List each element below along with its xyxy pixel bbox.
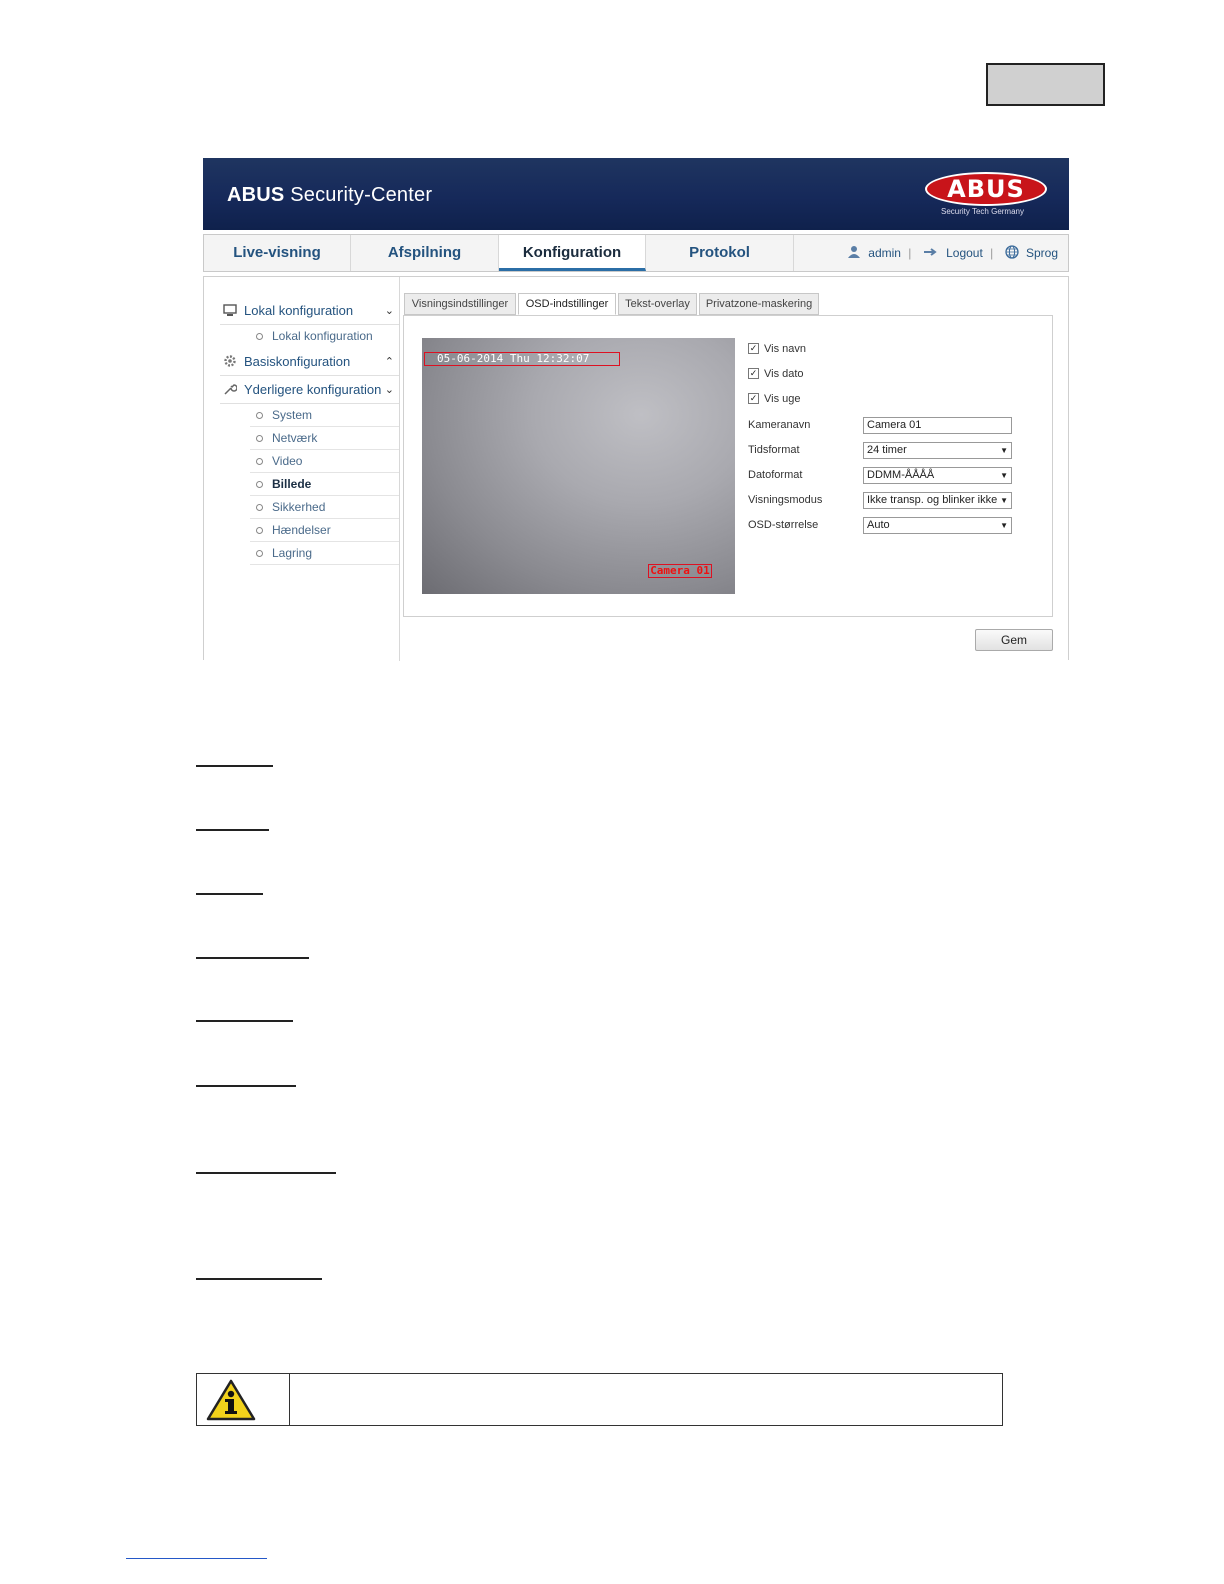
heading-underline: [196, 1172, 336, 1174]
show-week-row: [748, 392, 1028, 417]
heading-underline: [196, 829, 269, 831]
dropdown-arrow-icon: ▼: [1000, 471, 1008, 480]
username[interactable]: admin: [868, 246, 901, 260]
chevron-down-icon: ⌄: [384, 384, 394, 396]
language-link[interactable]: Sprog: [1025, 246, 1058, 260]
monitor-icon: [223, 303, 237, 317]
date-format-row: [748, 467, 1028, 492]
display-mode-row: [748, 492, 1028, 517]
sidebar-advanced-label: Yderligere konfiguration: [244, 382, 382, 397]
info-warning-icon: [205, 1378, 257, 1422]
main-nav: [203, 234, 1069, 272]
sidebar-item-system[interactable]: [250, 404, 400, 427]
chevron-up-icon: ⌃: [384, 356, 394, 368]
sidebar-local-header[interactable]: [220, 297, 400, 325]
bullet-icon: [256, 435, 263, 442]
display-mode-select[interactable]: [863, 492, 1012, 509]
camera-name-label: Kameranavn: [748, 419, 811, 431]
heading-underline: [196, 1085, 296, 1087]
osd-panel: [403, 315, 1053, 617]
logo-oval: ABUS: [925, 172, 1047, 206]
camera-name-overlay-box[interactable]: Camera 01: [648, 564, 712, 578]
tab-osd-settings[interactable]: OSD-indstillinger: [518, 293, 616, 315]
user-icon: [847, 245, 861, 259]
dropdown-arrow-icon: ▼: [1000, 446, 1008, 455]
abus-logo: [925, 172, 1047, 218]
sidebar-item-network[interactable]: [250, 427, 400, 450]
show-week-checkbox[interactable]: ✓: [749, 393, 758, 403]
heading-underline: [196, 765, 273, 767]
sidebar-item-label: Billede: [272, 477, 312, 491]
sidebar-item-label: Lokal konfiguration: [272, 329, 373, 343]
time-format-label: Tidsformat: [748, 444, 800, 456]
sidebar-advanced-header[interactable]: [220, 376, 400, 404]
logo-tagline: Security Tech Germany: [941, 207, 1024, 216]
heading-underline: [196, 893, 263, 895]
time-format-select[interactable]: [863, 442, 1012, 459]
sidebar-item-image[interactable]: [250, 473, 400, 496]
show-name-checkbox[interactable]: ✓: [749, 343, 758, 353]
sidebar-divider: [399, 277, 400, 661]
globe-icon: [1005, 245, 1019, 259]
sidebar-item-label: System: [272, 408, 313, 422]
bullet-icon: [256, 458, 263, 465]
time-format-value: 24 timer: [867, 444, 907, 456]
user-area: [847, 235, 1058, 271]
sidebar-basic-header[interactable]: [220, 348, 400, 376]
bullet-icon: [256, 412, 263, 419]
separator: |: [990, 246, 994, 260]
sidebar-item-label: Netværk: [272, 431, 318, 445]
tab-configuration[interactable]: Konfiguration: [499, 235, 646, 271]
date-format-value: DDMM-ÅÅÅÅ: [867, 469, 935, 481]
osd-size-label: OSD-størrelse: [748, 519, 819, 531]
screenshot-figure: [203, 158, 1069, 660]
osd-form: [748, 342, 1028, 542]
time-format-row: [748, 442, 1028, 467]
bullet-icon: [256, 333, 263, 340]
show-week-label: Vis uge: [764, 393, 801, 405]
gear-icon: [223, 354, 237, 368]
app-banner: [203, 158, 1069, 230]
tab-display-settings[interactable]: Visningsindstillinger: [404, 293, 516, 315]
show-date-row: [748, 367, 1028, 392]
dropdown-arrow-icon: ▼: [1000, 521, 1008, 530]
osd-size-row: [748, 517, 1028, 542]
heading-underline: [196, 1278, 322, 1280]
bullet-icon: [256, 527, 263, 534]
sidebar-local-label: Lokal konfiguration: [244, 303, 354, 318]
note-box: [196, 1373, 1003, 1426]
dropdown-arrow-icon: ▼: [998, 493, 1008, 508]
tab-log[interactable]: Protokol: [646, 235, 794, 271]
date-overlay-box[interactable]: 05-06-2014 Thu 12:32:07: [424, 352, 620, 366]
date-format-label: Datoformat: [748, 469, 803, 481]
bullet-icon: [256, 550, 263, 557]
display-mode-label: Visningsmodus: [748, 494, 823, 506]
display-mode-value: Ikke transp. og blinker ikke: [867, 494, 998, 506]
wrench-icon: [223, 382, 237, 396]
date-format-select[interactable]: [863, 467, 1012, 484]
sidebar-item-label: Sikkerhed: [272, 500, 326, 514]
show-name-label: Vis navn: [764, 343, 806, 355]
config-area: [203, 276, 1069, 660]
tab-text-overlay[interactable]: Tekst-overlay: [618, 293, 697, 315]
sidebar-item-storage[interactable]: [250, 542, 400, 565]
camera-name-input[interactable]: [863, 417, 1012, 434]
sidebar-item-label: Video: [272, 454, 303, 468]
sidebar-item-events[interactable]: [250, 519, 400, 542]
save-button[interactable]: Gem: [975, 629, 1053, 651]
sidebar-basic-label: Basiskonfiguration: [244, 354, 351, 369]
camera-name-value: Camera 01: [867, 419, 922, 431]
osd-size-value: Auto: [867, 519, 890, 531]
heading-underline: [196, 957, 309, 959]
camera-name-row: [748, 417, 1028, 442]
separator: |: [908, 246, 912, 260]
show-name-row: [748, 342, 1028, 367]
sidebar: [220, 297, 400, 565]
page-number-box: [986, 63, 1105, 106]
sidebar-item-label: Lagring: [272, 546, 313, 560]
tab-privacy-mask[interactable]: Privatzone-maskering: [699, 293, 819, 315]
osd-size-select[interactable]: [863, 517, 1012, 534]
app-title: ABUS Security-Center: [227, 184, 433, 206]
sidebar-item-label: Hændelser: [272, 523, 331, 537]
logout-icon: [923, 247, 939, 257]
bullet-icon: [256, 481, 263, 488]
footer-link-underline: [126, 1558, 267, 1559]
bullet-icon: [256, 504, 263, 511]
sidebar-item-video[interactable]: [250, 450, 400, 473]
note-icon-cell: [197, 1374, 290, 1425]
sidebar-item-security[interactable]: [250, 496, 400, 519]
logout-link[interactable]: Logout: [946, 246, 983, 260]
sidebar-item-local-config[interactable]: [250, 325, 400, 348]
show-date-checkbox[interactable]: ✓: [749, 368, 758, 378]
chevron-down-icon: ⌄: [384, 305, 394, 317]
heading-underline: [196, 1020, 293, 1022]
tab-live-view[interactable]: Live-visning: [204, 235, 351, 271]
tab-playback[interactable]: Afspilning: [351, 235, 499, 271]
camera-preview: [422, 338, 735, 594]
show-date-label: Vis dato: [764, 368, 804, 380]
